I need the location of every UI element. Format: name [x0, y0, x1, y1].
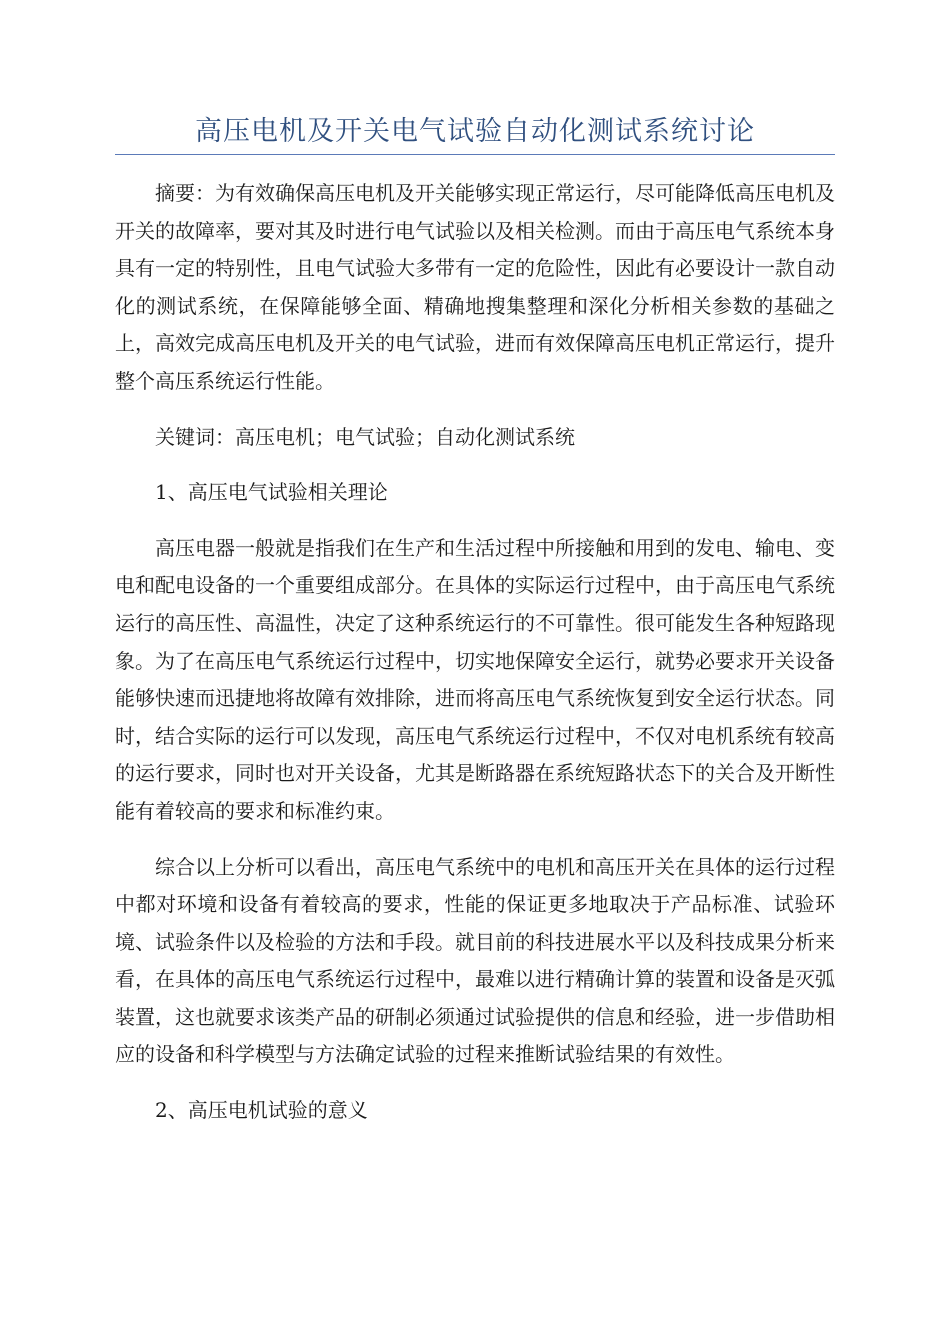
section-1-paragraph-1: 高压电器一般就是指我们在生产和生活过程中所接触和用到的发电、输电、变电和配电设备的一个重要组成部分。在具体的实际运行过程中，由于高压电气系统运行的高压性、高温性，决定了这种系统运行的不可靠性。很可能发生各种短路现象。为了在高压电气系统运行过程中，切实地保障安全运行，就势必要求开关设备能够快速而迅捷地将故障有效排除，进而将高压电气系统恢复到安全运行状态。同时，结合实际的运行可以发现，高压电气系统运行过程中，不仅对电机系统有较高的运行要求，同时也对开关设备，尤其是断路器在系统短路状态下的关合及开断性能有着较高的要求和标准约束。 — [115, 535, 835, 823]
section-2-heading: 2、高压电机试验的意义 — [155, 1098, 368, 1123]
abstract-paragraph: 摘要：为有效确保高压电机及开关能够实现正常运行，尽可能降低高压电机及开关的故障率，要对其及时进行电气试验以及相关检测。而由于高压电气系统本身具有一定的特别性，且电气试验大多带有一定的危险性，因此有必要设计一款自动化的测试系统，在保障能够全面、精确地搜集整理和深化分析相关参数的基础之上，高效完成高压电机及开关的电气试验，进而有效保障高压电机正常运行，提升整个高压系统运行性能。 — [115, 181, 835, 393]
section-1-paragraph-2: 综合以上分析可以看出，高压电气系统中的电机和高压开关在具体的运行过程中都对环境和设备有着较高的要求，性能的保证更多地取决于产品标准、试验环境、试验条件以及检验的方法和手段。就目前的科技进展水平以及科技成果分析来看，在具体的高压电气系统运行过程中，最难以进行精确计算的装置和设备是灭弧装置，这也就要求该类产品的研制必须通过试验提供的信息和经验，进一步借助相应的设备和科学模型与方法确定试验的过程来推断试验结果的有效性。 — [115, 854, 835, 1067]
document-title: 高压电机及开关电气试验自动化测试系统讨论 — [195, 116, 755, 147]
section-1-heading: 1、高压电气试验相关理论 — [155, 480, 388, 505]
document-body — [115, 175, 835, 1148]
keywords-line: 关键词：高压电机；电气试验；自动化测试系统 — [155, 424, 575, 449]
title-underline — [115, 154, 835, 155]
